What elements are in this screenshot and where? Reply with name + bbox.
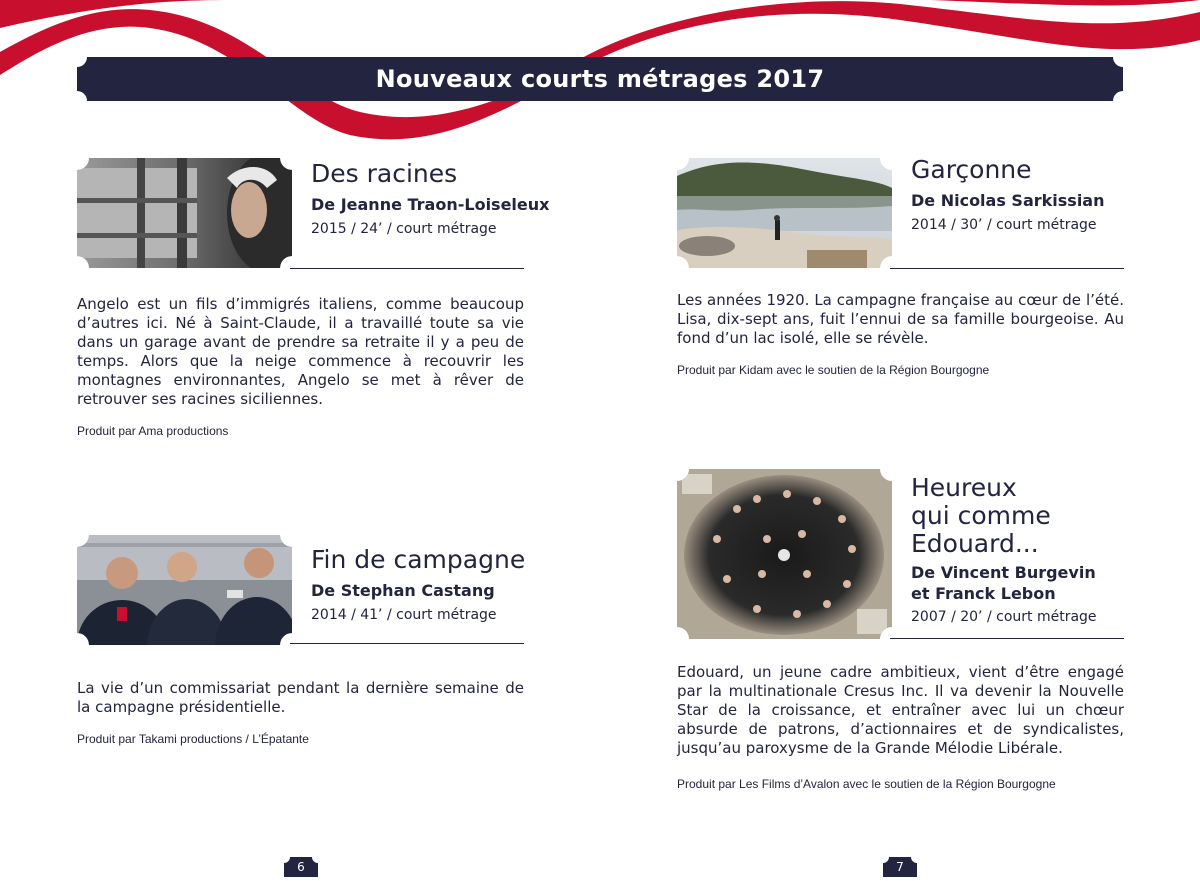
film-still-garconne (677, 158, 892, 268)
film-title: Des racines (311, 159, 458, 188)
film-director: De Stephan Castang (311, 581, 495, 600)
film-synopsis: Angelo est un fils d’immigrés italiens, comme beaucoup d’autres ici. Né à Saint-Claude, il a travaillé toute sa vie dans un garage avant de prendre sa retraite il y a peu de temps. Alors que la neige commence à recouvrir les montagnes environnantes, Angelo se met à rêver de retrouver ses racines siciliennes. (77, 295, 524, 408)
film-title: Garçonne (911, 155, 1032, 184)
film-director-line: et Franck Lebon (911, 584, 1056, 603)
film-title: Fin de campagne (311, 545, 526, 574)
film-meta: 2015 / 24’ / court métrage (311, 221, 497, 237)
film-producer: Produit par Ama productions (77, 424, 229, 438)
film-still-heureux-qui-comme-edouard (677, 469, 892, 639)
film-still-des-racines (77, 158, 292, 268)
divider (890, 268, 1124, 269)
film-meta: 2014 / 41’ / court métrage (311, 607, 497, 623)
page-number-left: 6 (284, 857, 318, 877)
film-synopsis: La vie d’un commissariat pendant la dernière semaine de la campagne présidentielle. (77, 679, 524, 716)
film-director-line: De Vincent Burgevin (911, 563, 1096, 582)
film-still-fin-de-campagne (77, 535, 292, 645)
film-producer: Produit par Kidam avec le soutien de la Région Bourgogne (677, 363, 990, 377)
film-title-line: Heureux (911, 473, 1017, 502)
film-producer: Produit par Takami productions / L’Épatante (77, 732, 309, 746)
divider (290, 268, 524, 269)
film-title-line: Edouard... (911, 529, 1039, 558)
film-synopsis: Edouard, un jeune cadre ambitieux, vient d’être engagé par la multinationale Cresus Inc. Il va devenir la Nouvelle Star de la croissance, et entraîner avec lui un chœur absurde de patrons, d’actionnaires et de syndicalistes, jusqu’au paroxysme de la Grande Mélodie Libérale. (677, 663, 1124, 757)
film-meta: 2014 / 30’ / court métrage (911, 217, 1097, 233)
divider (890, 638, 1124, 639)
film-producer: Produit par Les Films d’Avalon avec le soutien de la Région Bourgogne (677, 777, 1056, 791)
page-title: Nouveaux courts métrages 2017 (375, 65, 825, 93)
film-title-line: qui comme (911, 501, 1051, 530)
film-meta: 2007 / 20’ / court métrage (911, 609, 1097, 625)
film-director: De Jeanne Traon-Loiseleux (311, 195, 550, 214)
divider (290, 643, 524, 644)
page-number-right: 7 (883, 857, 917, 877)
film-synopsis: Les années 1920. La campagne française au cœur de l’été. Lisa, dix-sept ans, fuit l’ennui de sa famille bourgeoise. Au fond d’un lac isolé, elle se révèle. (677, 291, 1124, 347)
film-director: De Nicolas Sarkissian (911, 191, 1105, 210)
